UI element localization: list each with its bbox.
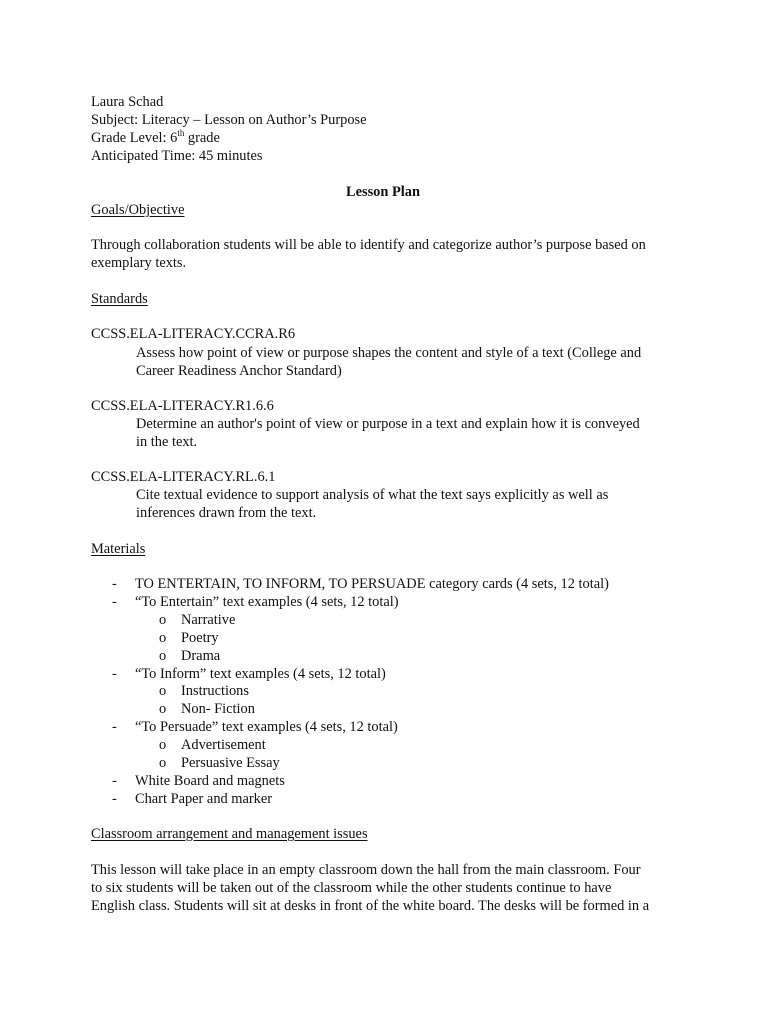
list-dash: -: [112, 666, 117, 682]
list-bullet: o: [159, 648, 167, 664]
grade-level-prefix: Grade Level: 6: [91, 130, 178, 146]
materials-item: White Board and magnets: [135, 773, 285, 789]
materials-subitem: Drama: [181, 648, 221, 664]
materials-item: TO ENTERTAIN, TO INFORM, TO PERSUADE category cards (4 sets, 12 total): [135, 576, 609, 592]
standard-code: CCSS.ELA-LITERACY.R1.6.6: [91, 398, 274, 414]
materials-heading: Materials: [91, 541, 146, 557]
materials-subitem: Non- Fiction: [181, 701, 255, 717]
document-title: Lesson Plan: [346, 184, 420, 200]
anticipated-time-line: Anticipated Time: 45 minutes: [91, 148, 263, 164]
goals-text-line-1: Through collaboration students will be able to identify and categorize author’s purpose based on: [91, 237, 646, 253]
materials-subitem: Advertisement: [181, 737, 266, 753]
standard-description-line: in the text.: [136, 434, 198, 450]
classroom-text-line-1: This lesson will take place in an empty classroom down the hall from the main classroom. Four: [91, 862, 641, 878]
list-bullet: o: [159, 630, 167, 646]
standards-heading: Standards: [91, 291, 148, 307]
goals-text-line-2: exemplary texts.: [91, 255, 187, 271]
list-dash: -: [112, 594, 117, 610]
materials-subitem: Persuasive Essay: [181, 755, 280, 771]
list-bullet: o: [159, 755, 167, 771]
standard-description-line: Cite textual evidence to support analysis of what the text says explicitly as well as: [136, 487, 609, 503]
author-name: Laura Schad: [91, 94, 164, 110]
materials-subitem: Narrative: [181, 612, 236, 628]
classroom-text-line-3: English class. Students will sit at desks in front of the white board. The desks will be formed in a: [91, 898, 650, 914]
list-dash: -: [112, 576, 117, 592]
materials-subitem: Instructions: [181, 683, 249, 699]
list-bullet: o: [159, 612, 167, 628]
list-bullet: o: [159, 683, 167, 699]
standard-code: CCSS.ELA-LITERACY.RL.6.1: [91, 469, 276, 485]
grade-level-suffix: grade: [184, 130, 220, 146]
standard-code: CCSS.ELA-LITERACY.CCRA.R6: [91, 326, 296, 342]
goals-heading: Goals/Objective: [91, 202, 185, 218]
list-bullet: o: [159, 701, 167, 717]
standard-description-line: Career Readiness Anchor Standard): [136, 363, 342, 379]
classroom-text-line-2: to six students will be taken out of the classroom while the other students continue to have: [91, 880, 612, 896]
standard-description-line: inferences drawn from the text.: [136, 505, 317, 521]
list-bullet: o: [159, 737, 167, 753]
list-dash: -: [112, 719, 117, 735]
materials-item: “To Persuade” text examples (4 sets, 12 total): [135, 719, 398, 735]
materials-item: “To Entertain” text examples (4 sets, 12 total): [135, 594, 399, 610]
grade-level-line: [91, 129, 220, 147]
list-dash: -: [112, 791, 117, 807]
materials-item: Chart Paper and marker: [135, 791, 273, 807]
standard-description-line: Assess how point of view or purpose shapes the content and style of a text (College and: [136, 345, 642, 361]
subject-line: Subject: Literacy – Lesson on Author’s Purpose: [91, 112, 367, 128]
materials-subitem: Poetry: [181, 630, 219, 646]
list-dash: -: [112, 773, 117, 789]
classroom-heading: Classroom arrangement and management issues: [91, 826, 368, 842]
grade-level-superscript: th: [177, 128, 185, 139]
standard-description-line: Determine an author's point of view or purpose in a text and explain how it is conveyed: [136, 416, 640, 432]
materials-item: “To Inform” text examples (4 sets, 12 total): [135, 666, 386, 682]
